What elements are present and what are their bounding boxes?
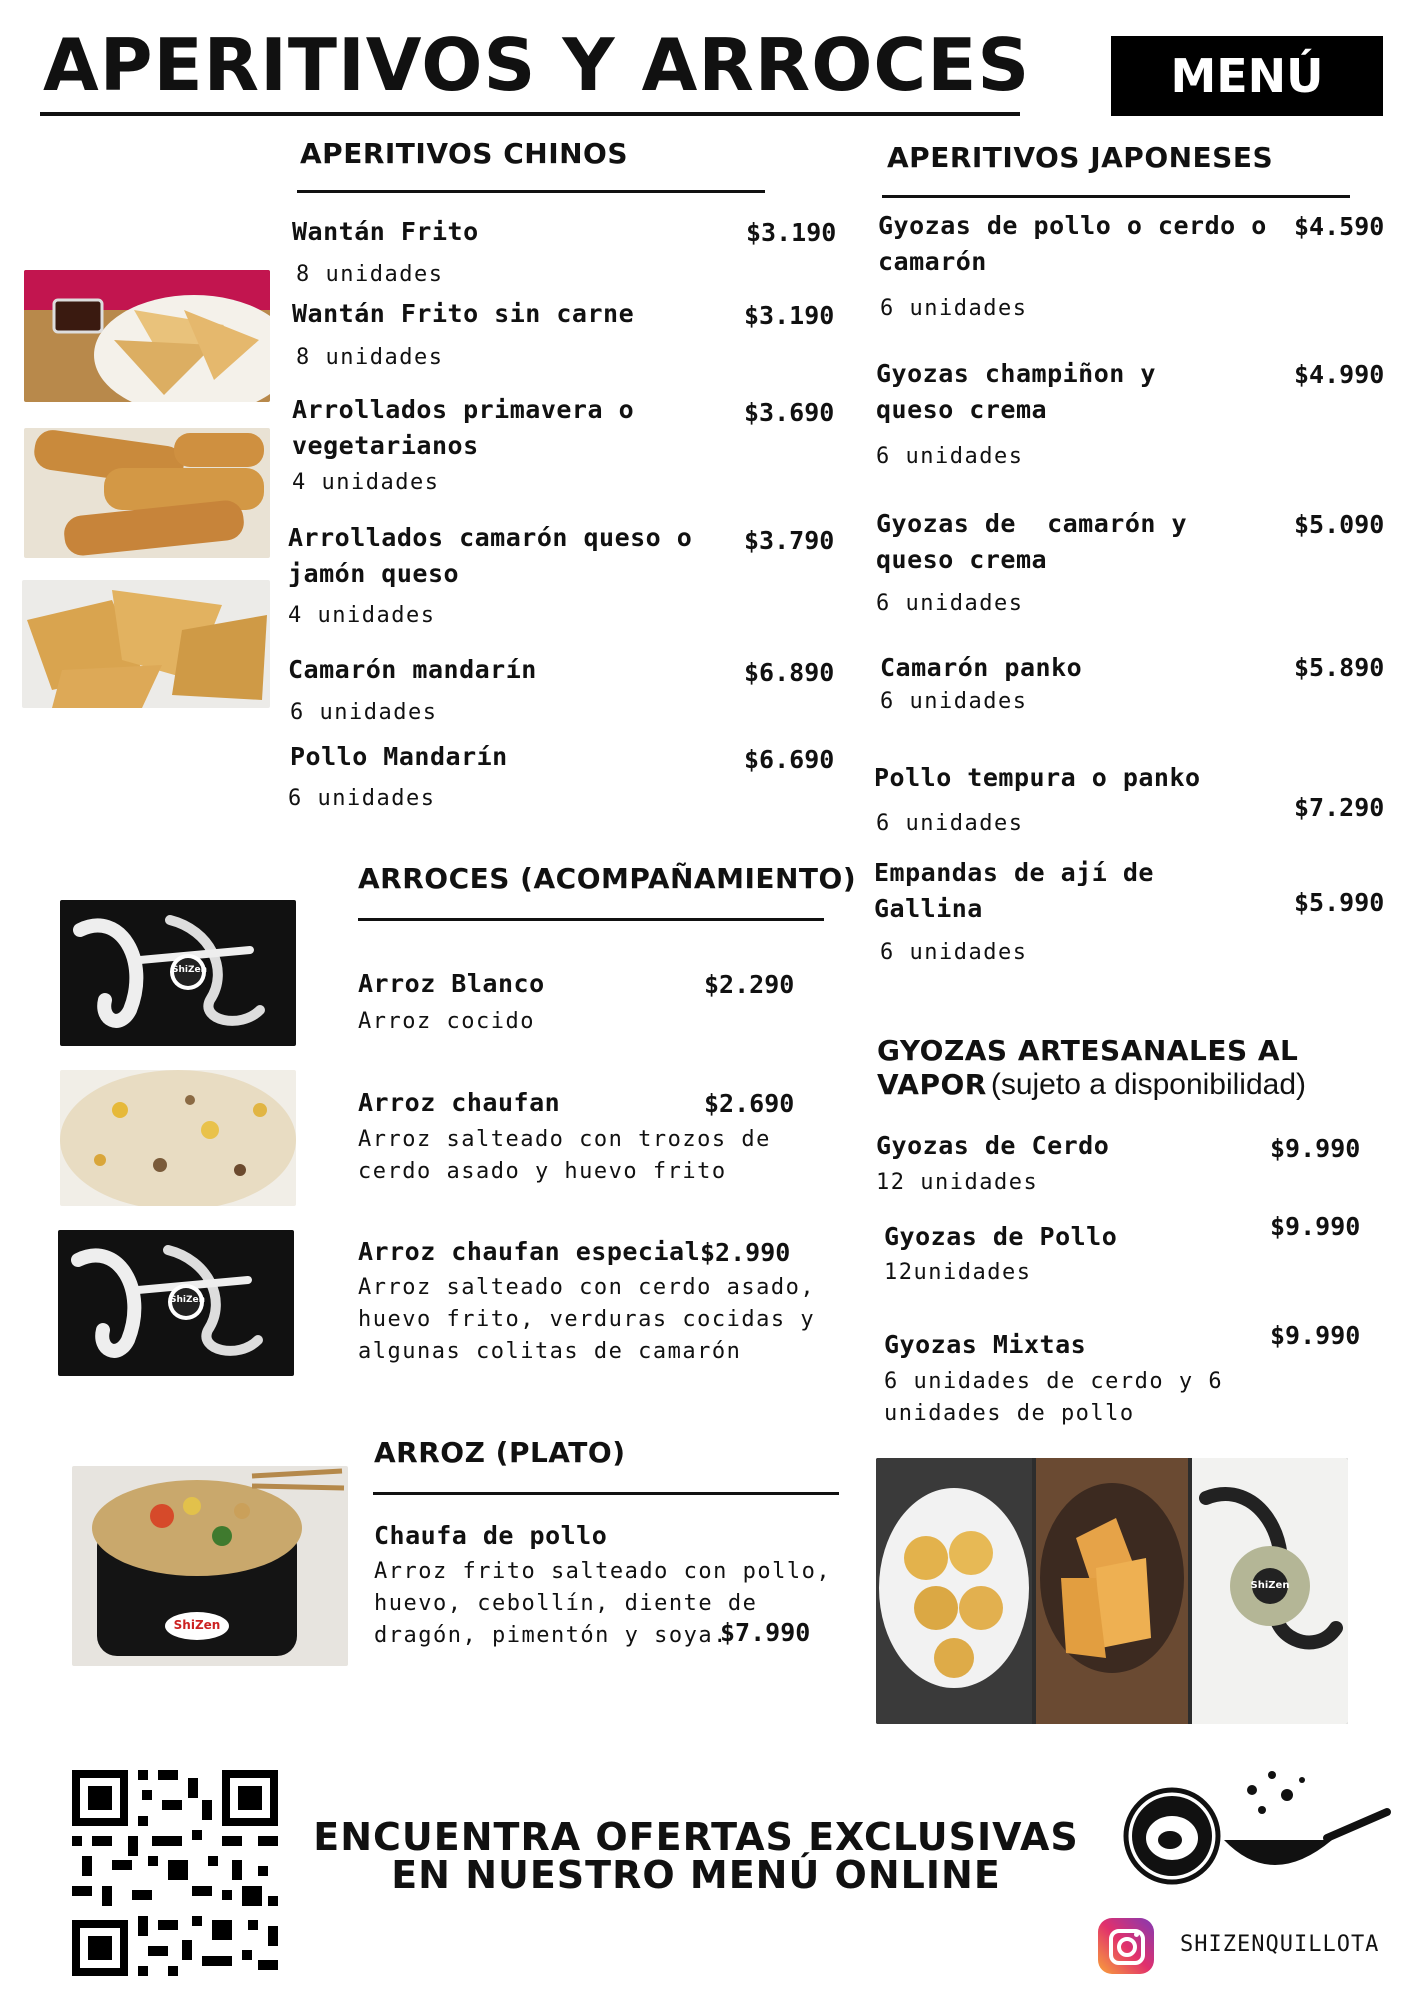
brand-logo-text: ShiZen xyxy=(173,1618,221,1632)
section-title-arroces: ARROCES (ACOMPAÑAMIENTO) xyxy=(358,862,857,895)
brand-logo-text: ShiZen xyxy=(170,1295,206,1305)
page-title: APERITIVOS Y ARROCES xyxy=(43,23,1031,107)
menu-item-name: Arrollados primavera o vegetarianos xyxy=(292,395,635,460)
menu-item-name: Gyozas champiñon y queso crema xyxy=(876,359,1156,424)
menu-item-name: Arroz Blanco xyxy=(358,969,545,998)
menu-badge: MENÚ xyxy=(1111,36,1383,116)
wok-illustration xyxy=(1112,1750,1394,1890)
menu-item-name: Camarón mandarín xyxy=(288,655,537,684)
footer-promo xyxy=(296,1815,1096,1897)
menu-item-name: Wantán Frito xyxy=(292,217,479,246)
footer-line1: ENCUENTRA OFERTAS EXCLUSIVAS xyxy=(313,1815,1079,1859)
menu-item-name: Arroz chaufan xyxy=(358,1088,561,1117)
menu-item-desc: 8 unidades xyxy=(296,345,444,370)
section-title-plato: ARROZ (PLATO) xyxy=(374,1436,626,1469)
menu-item-name: Gyozas de Pollo xyxy=(884,1222,1118,1251)
menu-item-price: $7.990 xyxy=(720,1618,811,1647)
section-title-chinos: APERITIVOS CHINOS xyxy=(300,137,629,170)
menu-item-name: Gyozas de camarón y queso crema xyxy=(876,509,1203,574)
menu-item-name: Chaufa de pollo xyxy=(374,1521,608,1550)
menu-item-desc: 4 unidades xyxy=(288,603,436,628)
vapor-title-word: VAPOR xyxy=(877,1068,987,1101)
menu-item-price: $2.290 xyxy=(704,970,795,999)
menu-item-price: $5.090 xyxy=(1294,510,1385,539)
menu-item-price: $9.990 xyxy=(1270,1212,1361,1241)
menu-item-name: Gyozas Mixtas xyxy=(884,1330,1087,1359)
menu-item-desc: Arroz frito salteado con pollo, huevo, cebollín, diente de dragón, pimentón y soya. xyxy=(374,1559,832,1648)
footer-line2: EN NUESTRO MENÚ ONLINE xyxy=(391,1853,1001,1897)
brand-logo-text: ShiZen xyxy=(1250,1580,1290,1591)
menu-item-name: Camarón panko xyxy=(880,653,1083,682)
menu-item-name: Arrollados camarón queso o jamón queso xyxy=(288,523,693,588)
arrollados-photo xyxy=(24,428,270,558)
arroz-chaufan-photo xyxy=(60,1070,296,1206)
menu-item-desc: 6 unidades xyxy=(880,689,1028,714)
camaron-mandarin-photo xyxy=(22,580,270,708)
menu-item-price: $3.190 xyxy=(744,301,835,330)
title-underline xyxy=(40,112,1020,116)
menu-item-desc: 6 unidades xyxy=(880,296,1028,321)
availability-note: (sujeto a disponibilidad) xyxy=(990,1068,1307,1101)
menu-item-price: $2.690 xyxy=(704,1089,795,1118)
menu-item-price: $7.290 xyxy=(1294,793,1385,822)
menu-item-price: $6.890 xyxy=(744,658,835,687)
menu-item-price: $9.990 xyxy=(1270,1321,1361,1350)
menu-item-desc: 6 unidades xyxy=(290,700,438,725)
wantan-photo xyxy=(24,270,270,402)
menu-item-name: Pollo tempura o panko xyxy=(874,763,1201,792)
shizen-brand-graphic xyxy=(60,900,296,1046)
menu-item-desc: Arroz salteado con trozos de cerdo asado y huevo frito xyxy=(358,1127,771,1184)
menu-item-name: Arroz chaufan especial xyxy=(358,1237,701,1266)
menu-item-desc: 12unidades xyxy=(884,1260,1032,1285)
instagram-handle[interactable]: SHIZENQUILLOTA xyxy=(1180,1932,1380,1957)
menu-item-desc: 4 unidades xyxy=(292,470,440,495)
menu-item-price: $4.590 xyxy=(1294,212,1385,241)
section-rule-arroces xyxy=(358,918,824,921)
menu-item-desc: 6 unidades xyxy=(876,591,1024,616)
menu-item-desc: 12 unidades xyxy=(876,1170,1039,1195)
menu-item-price: $6.690 xyxy=(744,745,835,774)
menu-item-desc: 6 unidades de cerdo y 6 unidades de pollo xyxy=(884,1369,1224,1426)
section-title-japoneses: APERITIVOS JAPONESES xyxy=(887,141,1274,174)
instagram-icon[interactable] xyxy=(1098,1918,1154,1974)
section-rule-chinos xyxy=(297,190,765,193)
section-rule-japoneses xyxy=(882,195,1350,198)
menu-item-name: Gyozas de Cerdo xyxy=(876,1131,1110,1160)
section-rule-plato xyxy=(373,1492,839,1495)
menu-item-price: $3.690 xyxy=(744,398,835,427)
menu-item-name: Wantán Frito sin carne xyxy=(292,299,635,328)
section-title-vapor: GYOZAS ARTESANALES AL xyxy=(877,1034,1299,1067)
shizen-brand-graphic xyxy=(58,1230,294,1376)
menu-item-price: $3.190 xyxy=(746,218,837,247)
menu-item-name: Gyozas de pollo o cerdo o camarón xyxy=(878,211,1267,276)
menu-item-price: $5.890 xyxy=(1294,653,1385,682)
menu-item-desc: Arroz salteado con cerdo asado, huevo frito, verduras cocidas y algunas colitas de camarón xyxy=(358,1275,816,1364)
menu-item-desc: Arroz cocido xyxy=(358,1009,535,1034)
brand-logo-text: ShiZen xyxy=(172,965,208,975)
menu-item-name: Pollo Mandarín xyxy=(290,742,508,771)
qr-code[interactable] xyxy=(72,1770,278,1976)
menu-item-price: $5.990 xyxy=(1294,888,1385,917)
menu-item-desc: 8 unidades xyxy=(296,262,444,287)
menu-item-price: $4.990 xyxy=(1294,360,1385,389)
chaufa-pollo-photo xyxy=(72,1466,348,1666)
menu-item-name: Empandas de ají de Gallina xyxy=(874,858,1154,923)
menu-item-price: $2.990 xyxy=(700,1238,791,1267)
section-title-vapor-line2 xyxy=(877,1068,1306,1102)
menu-item-desc: 6 unidades xyxy=(288,786,436,811)
menu-item-desc: 6 unidades xyxy=(876,811,1024,836)
menu-item-price: $3.790 xyxy=(744,526,835,555)
menu-item-desc: 6 unidades xyxy=(880,940,1028,965)
menu-item-price: $9.990 xyxy=(1270,1134,1361,1163)
gyozas-collage xyxy=(876,1458,1348,1724)
menu-item-desc: 6 unidades xyxy=(876,444,1024,469)
